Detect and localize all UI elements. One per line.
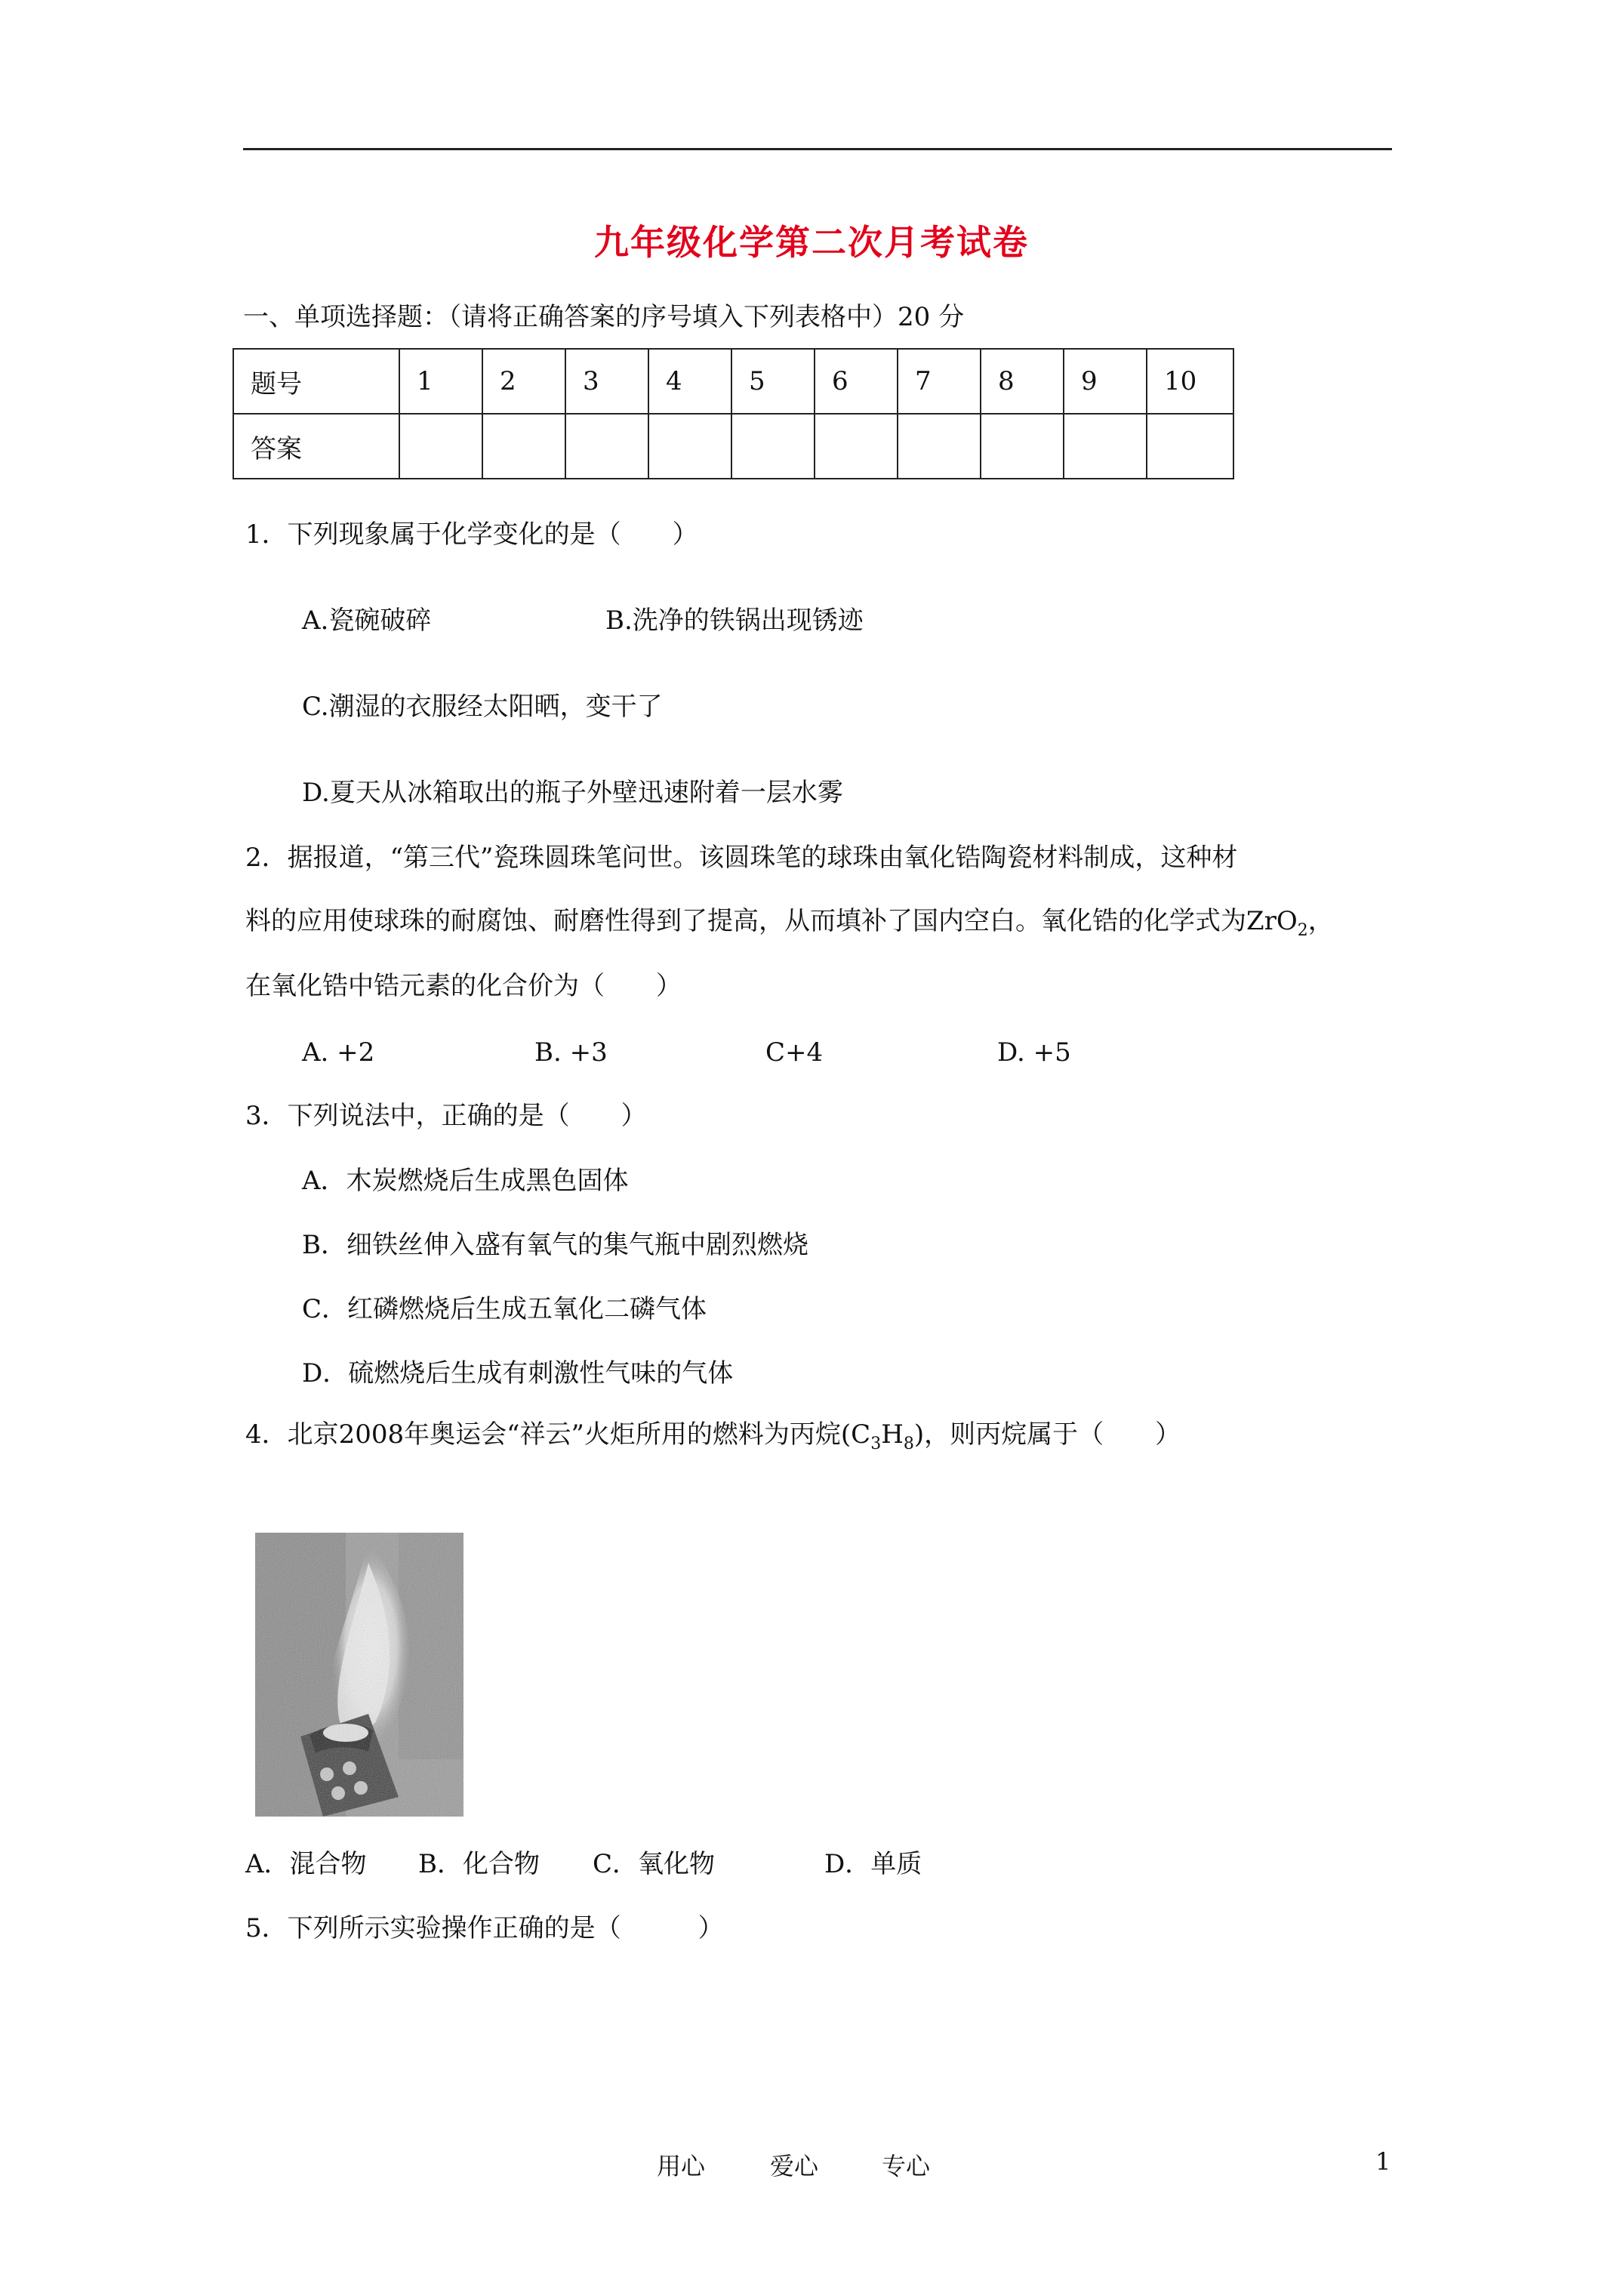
torch-flame-photo	[255, 1533, 463, 1817]
answer-cell[interactable]	[482, 414, 565, 479]
table-number: 4	[648, 349, 731, 414]
question-2-option-d: D. +5	[997, 1037, 1071, 1068]
answer-cell[interactable]	[565, 414, 648, 479]
question-1-stem: 1．下列现象属于化学变化的是（ ）	[245, 519, 698, 550]
question-2-option-c: C+4	[765, 1037, 824, 1068]
table-number: 7	[898, 349, 981, 414]
header-rule	[243, 148, 1392, 150]
question-4-stem: 4．北京2008年奥运会“祥云”火炬所用的燃料为丙烷$(C_3H_8)$，则丙烷属于（ ）	[245, 1419, 1181, 1453]
table-number: 10	[1147, 349, 1233, 414]
question-3-option-d: D．硫燃烧后生成有刺激性气味的气体	[302, 1358, 734, 1388]
table-number: 9	[1064, 349, 1147, 414]
question-4-option-a: A．混合物	[245, 1849, 367, 1879]
question-3-option-c: C．红磷燃烧后生成五氧化二磷气体	[302, 1294, 707, 1324]
question-3-option-b: B．细铁丝伸入盛有氧气的集气瓶中剧烈燃烧	[302, 1230, 808, 1260]
table-number: 8	[981, 349, 1064, 414]
table-number: 2	[482, 349, 565, 414]
section-heading: 一、单项选择题：（请将正确答案的序号填入下列表格中）20 分	[243, 302, 965, 332]
answer-cell[interactable]	[815, 414, 898, 479]
question-1-option-a: A.瓷碗破碎	[302, 606, 432, 636]
answer-cell[interactable]	[648, 414, 731, 479]
footer-motto-1: 用心	[657, 2152, 706, 2180]
question-1-option-d: D.夏天从冰箱取出的瓶子外壁迅速附着一层水雾	[302, 778, 843, 808]
question-2-option-b: B. +3	[534, 1037, 608, 1068]
footer-motto-2: 爱心	[770, 2152, 819, 2180]
answer-cell[interactable]	[1147, 414, 1233, 479]
question-3-option-a: A．木炭燃烧后生成黑色固体	[302, 1166, 629, 1196]
page-number: 1	[1375, 2147, 1391, 2176]
question-2-line-1: 2．据报道，“第三代”瓷珠圆珠笔问世。该圆珠笔的球珠由氧化锆陶瓷材料制成，这种材	[245, 843, 1238, 873]
question-1-option-c: C.潮湿的衣服经太阳晒，变干了	[302, 692, 663, 722]
answer-cell[interactable]	[898, 414, 981, 479]
page-title: 九年级化学第二次月考试卷	[594, 222, 1029, 263]
answer-cell[interactable]	[981, 414, 1064, 479]
footer-motto-3: 专心	[882, 2152, 931, 2180]
answer-table-answer-row	[233, 414, 1233, 479]
question-2-option-a: A. +2	[302, 1037, 375, 1068]
question-5-stem: 5．下列所示实验操作正确的是（ ）	[245, 1913, 724, 1943]
table-label-number: 题号	[233, 349, 399, 414]
table-number: 3	[565, 349, 648, 414]
table-number: 5	[731, 349, 815, 414]
question-4-option-c: C．氧化物	[593, 1849, 716, 1879]
answer-cell[interactable]	[731, 414, 815, 479]
question-1-option-b: B.洗净的铁锅出现锈迹	[605, 606, 864, 636]
question-3-stem: 3．下列说法中，正确的是（ ）	[245, 1101, 647, 1131]
answer-cell[interactable]	[399, 414, 482, 479]
question-2-line-3: 在氧化锆中锆元素的化合价为（ ）	[245, 971, 682, 1001]
table-number: 6	[815, 349, 898, 414]
question-4-option-d: D．单质	[824, 1849, 922, 1879]
table-number: 1	[399, 349, 482, 414]
answer-cell[interactable]	[1064, 414, 1147, 479]
answer-table-number-row	[233, 349, 1233, 414]
question-4-option-b: B．化合物	[418, 1849, 540, 1879]
table-label-answer: 答案	[233, 414, 399, 479]
answer-table	[233, 348, 1234, 479]
question-2-line-2: 料的应用使球珠的耐腐蚀、耐磨性得到了提高，从而填补了国内空白。氧化锆的化学式为ZrO$_2$，	[245, 906, 1334, 940]
